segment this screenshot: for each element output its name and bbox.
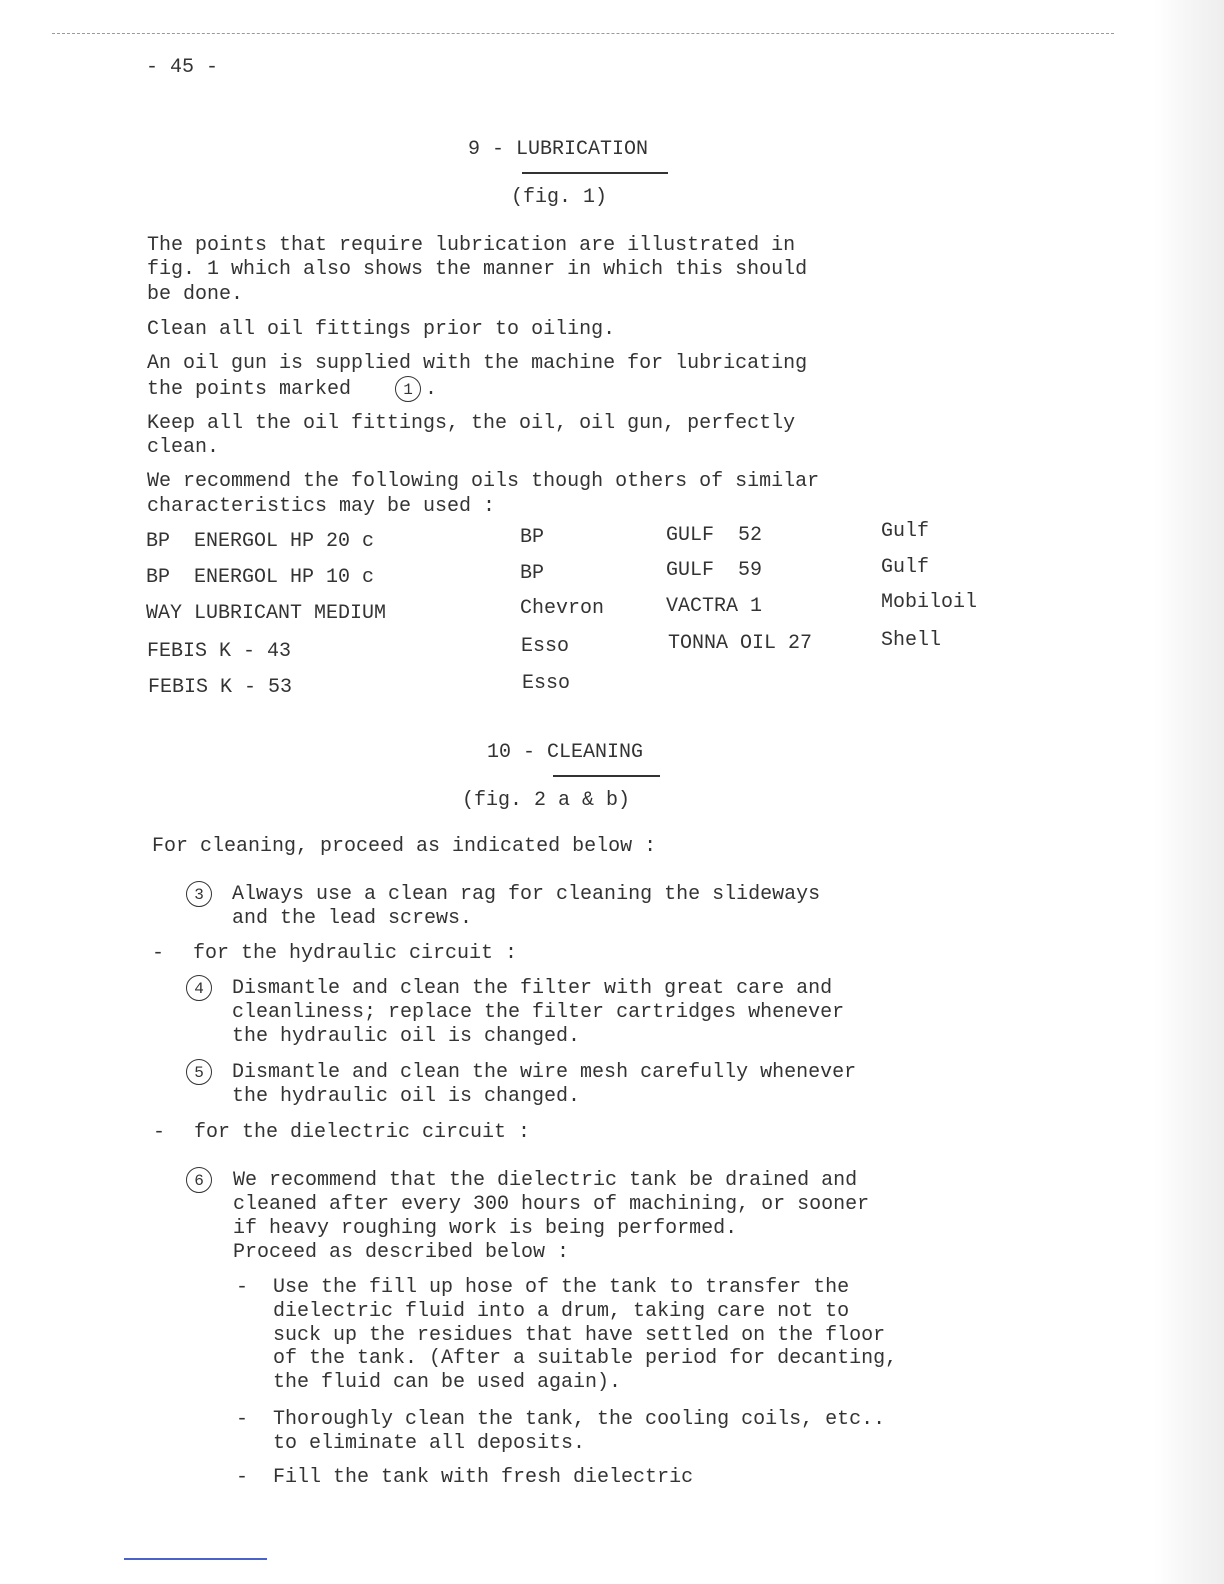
page-number: - 45 - [146,56,219,79]
bullet2-line1: Thoroughly clean the tank, the cooling coils, etc.. [273,1408,886,1431]
lubrication-figref: (fig. 1) [511,186,608,209]
bullet1-line4: of the tank. (After a suitable period for decanting, [273,1347,898,1370]
lubrication-para1-line2: fig. 1 which also shows the manner in which this should [147,258,808,281]
oil-alt-product: VACTRA 1 [666,595,763,618]
bottom-link-underline [124,1558,267,1560]
hydraulic-circuit-label: for the hydraulic circuit : [193,942,518,965]
circled-marker-5: 5 [186,1059,212,1085]
item6-line1: We recommend that the dielectric tank be drained and [233,1169,858,1192]
lubrication-para1-line1: The points that require lubrication are illustrated in [147,234,796,257]
circled-marker-4: 4 [186,975,212,1001]
oil-alt-product: GULF 52 [666,524,763,547]
bullet1-line3: suck up the residues that have settled on the floor [273,1324,886,1347]
bullet3-dash: - [236,1466,249,1489]
bullet1-line5: the fluid can be used again). [273,1371,622,1394]
lubrication-heading-underline [522,172,668,174]
oil-alt-product: GULF 59 [666,559,763,582]
item6-line3: if heavy roughing work is being performed. [233,1217,738,1240]
oil-product: BP ENERGOL HP 20 c [146,530,375,553]
lubrication-para3-line2: the points marked [147,378,352,401]
circled-marker-6: 6 [186,1167,212,1193]
oil-brand: Esso [522,672,571,695]
lubrication-para3-end: . [425,378,438,401]
top-divider [52,33,1114,35]
bullet1-line2: dielectric fluid into a drum, taking care not to [273,1300,850,1323]
oil-alt-brand: Mobiloil [881,591,978,614]
oil-alt-brand: Gulf [881,556,930,579]
item4-line1: Dismantle and clean the filter with great care and [232,977,833,1000]
item3-line2: and the lead screws. [232,907,473,930]
oil-product: WAY LUBRICANT MEDIUM [146,602,387,625]
lubrication-heading: 9 - LUBRICATION [468,138,649,161]
lubrication-para3-line1: An oil gun is supplied with the machine for lubricating [147,352,808,375]
oil-product: BP ENERGOL HP 10 c [146,566,375,589]
cleaning-heading-underline [553,775,660,777]
lubrication-para1-line3: be done. [147,283,244,306]
oil-brand: BP [520,526,545,549]
oil-brand: BP [520,562,545,585]
lubrication-para5-line1: We recommend the following oils though others of similar [147,470,820,493]
item6-line2: cleaned after every 300 hours of machining, or sooner [233,1193,870,1216]
oil-alt-brand: Gulf [881,520,930,543]
cleaning-heading: 10 - CLEANING [487,741,644,764]
item5-line1: Dismantle and clean the wire mesh carefully whenever [232,1061,857,1084]
cleaning-intro: For cleaning, proceed as indicated below : [152,835,657,858]
item3-line1: Always use a clean rag for cleaning the slideways [232,883,821,906]
oil-product: FEBIS K - 53 [148,676,293,699]
dielectric-dash: - [153,1121,166,1144]
dielectric-circuit-label: for the dielectric circuit : [194,1121,531,1144]
oil-brand: Chevron [520,597,605,620]
bullet1-line1: Use the fill up hose of the tank to transfer the [273,1276,850,1299]
item6-line4: Proceed as described below : [233,1241,570,1264]
item4-line3: the hydraulic oil is changed. [232,1025,581,1048]
circled-marker-3: 3 [186,881,212,907]
lubrication-para2: Clean all oil fittings prior to oiling. [147,318,616,341]
oil-product: FEBIS K - 43 [147,640,292,663]
item5-line2: the hydraulic oil is changed. [232,1085,581,1108]
circled-marker-1: 1 [395,376,421,402]
oil-alt-product: TONNA OIL 27 [668,632,813,655]
bullet3-partial-line: Fill the tank with fresh dielectric [273,1466,694,1489]
item4-line2: cleanliness; replace the filter cartridges whenever [232,1001,845,1024]
bullet2-dash: - [236,1408,249,1431]
lubrication-para4-line1: Keep all the oil fittings, the oil, oil gun, perfectly [147,412,796,435]
bullet1-dash: - [236,1276,249,1299]
bullet2-line2: to eliminate all deposits. [273,1432,586,1455]
lubrication-para4-line2: clean. [147,436,220,459]
hydraulic-dash: - [152,942,165,965]
lubrication-para5-line2: characteristics may be used : [147,495,496,518]
oil-alt-brand: Shell [881,629,942,652]
cleaning-figref: (fig. 2 a & b) [462,789,631,812]
oil-brand: Esso [521,635,570,658]
page-edge-shadow [1154,0,1224,1584]
